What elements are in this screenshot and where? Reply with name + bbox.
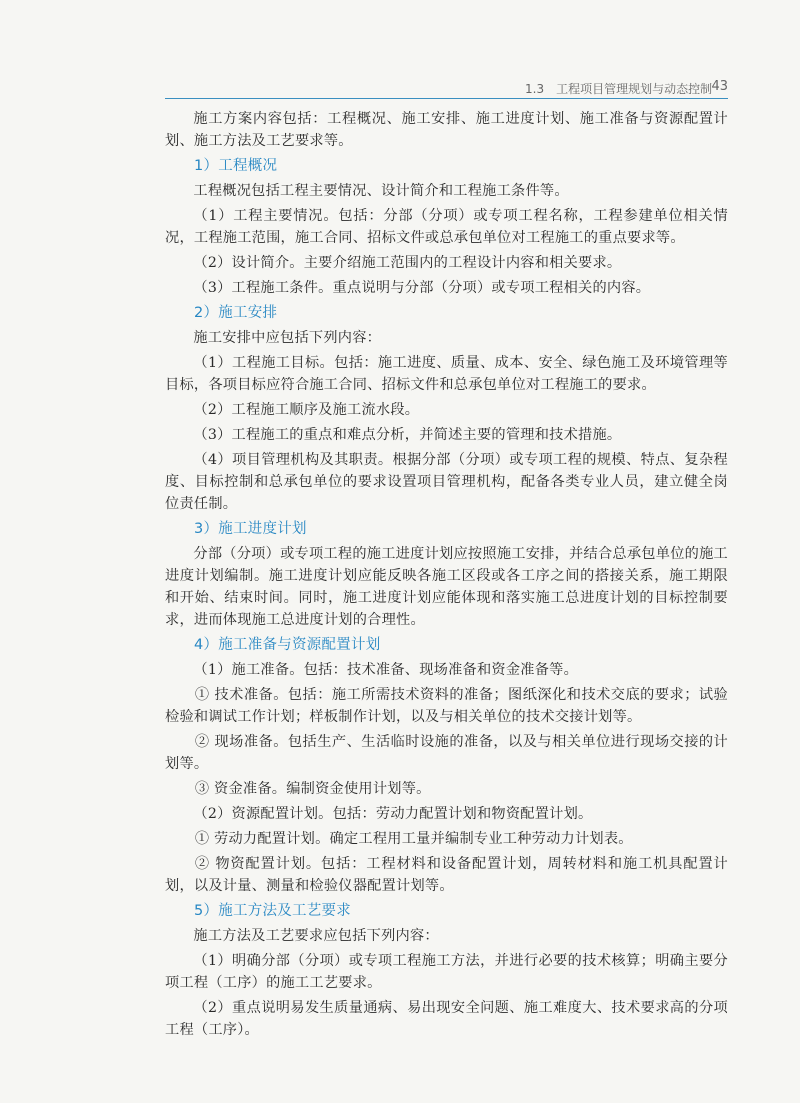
paragraph: （2）重点说明易发生质量通病、易出现安全问题、施工难度大、技术要求高的分项工程（工序）。: [165, 1000, 728, 1038]
section-heading: 1）工程概况: [194, 158, 278, 174]
paragraph: 施工方法及工艺要求应包括下列内容：: [193, 928, 439, 944]
paragraph: （2）资源配置计划。包括：劳动力配置计划和物资配置计划。: [193, 806, 593, 822]
page-body: [165, 108, 728, 1044]
paragraph: （3）工程施工条件。重点说明与分部（分项）或专项工程相关的内容。: [193, 280, 651, 296]
paragraph: （1）施工准备。包括：技术准备、现场准备和资金准备等。: [193, 662, 579, 678]
paragraph: 施工安排中应包括下列内容：: [193, 330, 382, 346]
paragraph: （1）工程施工目标。包括：施工进度、质量、成本、安全、绿色施工及环境管理等目标，各项目标应符合施工合同、招标文件和总承包单位对工程施工的要求。: [165, 355, 728, 393]
paragraph: ② 现场准备。包括生产、生活临时设施的准备，以及与相关单位进行现场交接的计划等。: [165, 734, 728, 772]
paragraph: （2）工程施工顺序及施工流水段。: [193, 402, 420, 418]
paragraph: （3）工程施工的重点和难点分析，并简述主要的管理和技术措施。: [193, 427, 622, 443]
paragraph: 工程概况包括工程主要情况、设计简介和工程施工条件等。: [193, 183, 569, 199]
section-heading: 2）施工安排: [194, 305, 278, 321]
paragraph: ② 物资配置计划。包括：工程材料和设备配置计划，周转材料和施工机具配置计划，以及计量、测量和检验仪器配置计划等。: [165, 856, 728, 894]
paragraph: ① 劳动力配置计划。确定工程用工量并编制专业工种劳动力计划表。: [194, 831, 633, 847]
section-heading: 4）施工准备与资源配置计划: [194, 637, 381, 653]
paragraph: ① 技术准备。包括：施工所需技术资料的准备；图纸深化和技术交底的要求；试验检验和调试工作计划；样板制作计划，以及与相关单位的技术交接计划等。: [165, 687, 728, 725]
paragraph: 施工方案内容包括：工程概况、施工安排、施工进度计划、施工准备与资源配置计划、施工方法及工艺要求等。: [165, 111, 728, 149]
running-header-section: 1.3 工程项目管理规划与动态控制: [525, 82, 713, 96]
paragraph: （1）工程主要情况。包括：分部（分项）或专项工程名称，工程参建单位相关情况，工程施工范围，施工合同、招标文件或总承包单位对工程施工的重点要求等。: [165, 208, 728, 246]
header-rule: [165, 98, 728, 99]
section-heading: 5）施工方法及工艺要求: [194, 903, 351, 919]
paragraph: （2）设计简介。主要介绍施工范围内的工程设计内容和相关要求。: [193, 255, 622, 271]
page-number: 43: [711, 79, 728, 94]
paragraph: （4）项目管理机构及其职责。根据分部（分项）或专项工程的规模、特点、复杂程度、目标控制和总承包单位的要求设置项目管理机构，配备各类专业人员，建立健全岗位责任制。: [165, 452, 728, 512]
section-heading: 3）施工进度计划: [194, 521, 307, 537]
paragraph: （1）明确分部（分项）或专项工程施工方法，并进行必要的技术核算；明确主要分项工程（工序）的施工工艺要求。: [165, 953, 728, 991]
paragraph: ③ 资金准备。编制资金使用计划等。: [194, 781, 431, 797]
paragraph: 分部（分项）或专项工程的施工进度计划应按照施工安排，并结合总承包单位的施工进度计划编制。施工进度计划应能反映各施工区段或各工序之间的搭接关系，施工期限和开始、结束时间。同时，施工进度计划应能体现和落实施工总进度计划的目标控制要求，进而体现施工总进度计划的合理性。: [165, 546, 728, 628]
page-header: [165, 78, 728, 98]
